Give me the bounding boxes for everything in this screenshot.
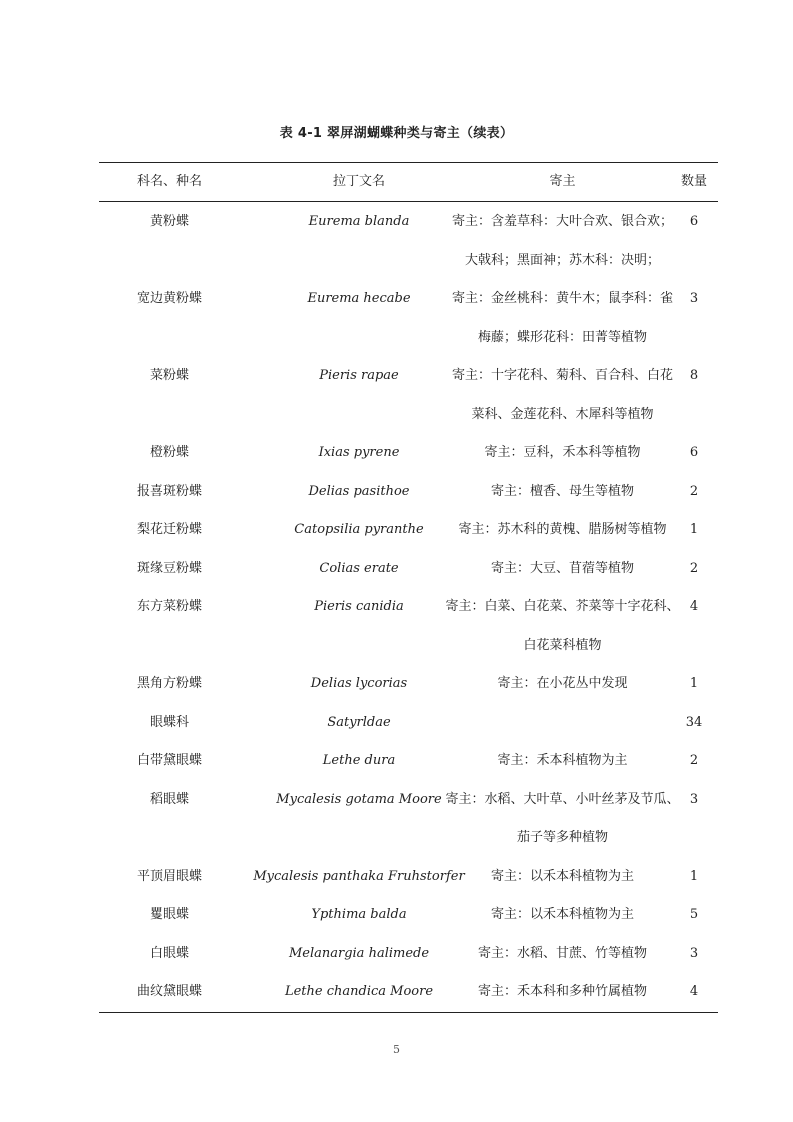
count-cell: 5: [689, 907, 699, 922]
table-row: [99, 858, 718, 896]
host-plants-cell: 寄主：禾本科和多种竹属植物: [477, 984, 647, 999]
table-row: [99, 280, 718, 318]
host-plants-cell: 寄主：以禾本科植物为主: [490, 907, 634, 922]
count-cell: 6: [689, 445, 699, 460]
header-name: 科名、种名: [136, 174, 202, 189]
host-plants-cell: 大戟科；黑面神；苏木科：决明；: [464, 252, 660, 268]
table-header-row: [99, 163, 718, 201]
species-name-cell: 白眼蝶: [149, 945, 189, 961]
latin-name-cell: Delias lycorias: [310, 676, 408, 691]
latin-name-cell: Mycalesis panthaka Fruhstorfer: [253, 868, 465, 884]
table-header-rule: [99, 201, 718, 202]
table-row: [99, 434, 718, 472]
latin-name-cell: Delias pasithoe: [308, 483, 410, 499]
species-name-cell: 报喜斑粉蝶: [136, 483, 202, 499]
count-cell: 3: [689, 791, 699, 807]
species-name-cell: 黑角方粉蝶: [136, 676, 202, 691]
host-plants-cell: 菜科、金莲花科、木犀科等植物: [471, 406, 654, 422]
species-name-cell: 菜粉蝶: [149, 368, 189, 383]
host-plants-cell: 寄主：大豆、苜蓿等植物: [490, 560, 634, 576]
table-bottom-rule: [99, 1012, 718, 1013]
host-plants-cell: 寄主：禾本科植物为主: [497, 753, 628, 768]
species-name-cell: 斑缘豆粉蝶: [136, 560, 202, 576]
table-row: [99, 973, 718, 1011]
count-cell: 2: [689, 483, 699, 499]
host-plants-cell: 茄子等多种植物: [516, 830, 608, 845]
count-cell: 4: [689, 984, 699, 999]
latin-name-cell: Ixias pyrene: [318, 445, 400, 460]
latin-name-cell: Eurema blanda: [308, 214, 410, 229]
table-row: [99, 242, 718, 280]
table-row: [99, 203, 718, 241]
table-row: [99, 550, 718, 588]
host-plants-cell: 寄主：十字花科、菊科、百合科、白花: [451, 368, 673, 383]
host-plants-cell: 寄主：含羞草科：大叶合欢、银合欢；: [451, 214, 673, 229]
table-title: 表 4-1 翠屏湖蝴蝶种类与寄主（续表）: [279, 126, 514, 141]
latin-name-cell: Melanargia halimede: [288, 945, 430, 961]
species-name-cell: 白带黛眼蝶: [136, 753, 202, 768]
header-host: 寄主: [549, 174, 576, 189]
latin-name-cell: Eurema hecabe: [307, 291, 411, 306]
latin-name-cell: Lethe chandica Moore: [284, 984, 434, 999]
count-cell: 2: [689, 753, 699, 768]
count-cell: 3: [689, 291, 699, 306]
species-name-cell: 曲纹黛眼蝶: [136, 984, 202, 999]
table-row: [99, 319, 718, 357]
host-plants-cell: 梅藤；蝶形花科：田菁等植物: [477, 329, 647, 345]
count-cell: 6: [689, 214, 699, 229]
table-row: [99, 742, 718, 780]
count-cell: 1: [689, 522, 699, 537]
host-plants-cell: 寄主：以禾本科植物为主: [490, 868, 634, 884]
table-row: [99, 357, 718, 395]
host-plants-cell: 寄主：檀香、母生等植物: [490, 483, 634, 499]
latin-name-cell: Pieris canidia: [314, 599, 404, 614]
table-row: [99, 473, 718, 511]
species-name-cell: 眼蝶科: [149, 714, 189, 730]
table-row: [99, 627, 718, 665]
latin-name-cell: Mycalesis gotama Moore: [276, 791, 442, 807]
species-name-cell: 东方菜粉蝶: [136, 599, 202, 614]
header-count: 数量: [680, 174, 707, 189]
host-plants-cell: 寄主：白菜、白花菜、芥菜等十字花科、: [445, 599, 680, 614]
latin-name-cell: Lethe dura: [322, 753, 396, 768]
header-latin: 拉丁文名: [332, 174, 385, 189]
latin-name-cell: Ypthima balda: [311, 907, 407, 922]
table-row: [99, 935, 718, 973]
host-plants-cell: 白花菜科植物: [523, 637, 602, 653]
species-name-cell: 平顶眉眼蝶: [136, 868, 202, 884]
species-name-cell: 矍眼蝶: [149, 907, 189, 922]
host-plants-cell: 寄主：水稻、甘蔗、竹等植物: [477, 945, 647, 961]
table-row: [99, 704, 718, 742]
host-plants-cell: 寄主：在小花丛中发现: [497, 676, 628, 691]
count-cell: 3: [689, 945, 699, 961]
latin-name-cell: Colias erate: [319, 560, 399, 576]
table-row: [99, 396, 718, 434]
latin-name-cell: Catopsilia pyranthe: [294, 522, 424, 537]
species-name-cell: 宽边黄粉蝶: [136, 291, 202, 306]
table-row: [99, 819, 718, 857]
page-number: 5: [393, 1043, 400, 1056]
species-name-cell: 黄粉蝶: [149, 214, 189, 229]
count-cell: 1: [689, 676, 699, 691]
species-name-cell: 梨花迁粉蝶: [136, 522, 202, 537]
table-row: [99, 511, 718, 549]
latin-name-cell: Satyrldae: [327, 714, 391, 730]
table-row: [99, 588, 718, 626]
table-row: [99, 896, 718, 934]
count-cell: 34: [685, 714, 703, 730]
host-plants-cell: 寄主：水稻、大叶草、小叶丝茅及节瓜、: [445, 791, 680, 807]
table-row: [99, 665, 718, 703]
table-row: [99, 781, 718, 819]
species-name-cell: 橙粉蝶: [149, 445, 189, 460]
host-plants-cell: 寄主：金丝桃科：黄牛木；鼠李科：雀: [451, 291, 673, 306]
latin-name-cell: Pieris rapae: [319, 368, 399, 383]
host-plants-cell: 寄主：苏木科的黄槐、腊肠树等植物: [458, 522, 667, 537]
count-cell: 4: [689, 599, 699, 614]
host-plants-cell: 寄主：豆科，禾本科等植物: [484, 445, 641, 460]
count-cell: 2: [689, 560, 699, 576]
count-cell: 8: [689, 368, 699, 383]
count-cell: 1: [689, 868, 699, 884]
species-name-cell: 稻眼蝶: [149, 791, 189, 807]
